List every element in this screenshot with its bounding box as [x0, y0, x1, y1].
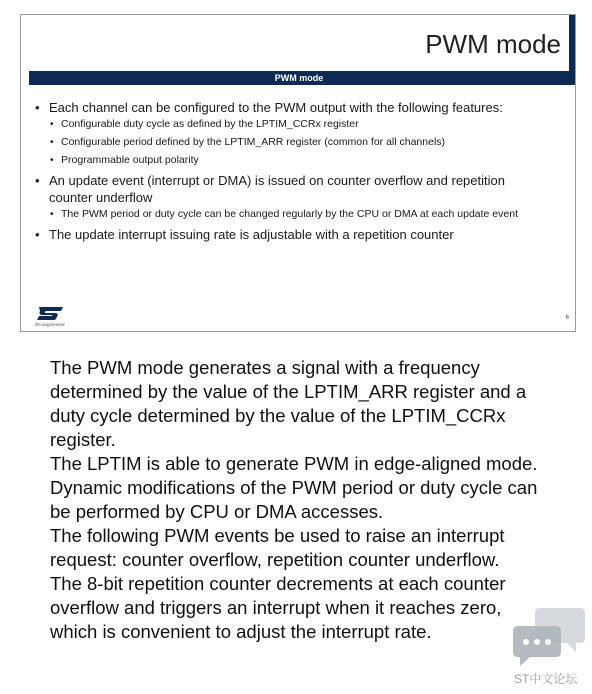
st-logo: [35, 305, 75, 329]
bullet-text: An update event (interrupt or DMA) is issued on counter overflow and repetition counter underflow: [49, 173, 505, 205]
watermark-text: ST中文论坛: [514, 672, 578, 686]
bullet-text: The update interrupt issuing rate is adjustable with a repetition counter: [49, 227, 454, 242]
logo-tagline: life.augmented: [35, 322, 65, 327]
notes-paragraph: The 8-bit repetition counter decrements at each counter overflow and triggers an interrupt when it reaches zero, which is convenient to adjust the interrupt rate.: [50, 573, 506, 642]
slide-title: PWM mode: [425, 29, 561, 59]
bullet-item: [35, 172, 551, 221]
sub-bullet-list: [49, 208, 551, 221]
slide: [20, 14, 576, 332]
section-bar-label: PWM mode: [274, 73, 324, 83]
section-bar: [29, 71, 569, 85]
notes-paragraph: Dynamic modifications of the PWM period or duty cycle can be performed by CPU or DMA accesses.: [50, 477, 538, 522]
bullet-item: [35, 226, 551, 243]
sub-bullet-item: • The PWM period or duty cycle can be changed regularly by the CPU or DMA at each update event: [49, 208, 551, 221]
sub-bullet-item: • Configurable duty cycle as defined by the LPTIM_CCRx register: [49, 118, 551, 131]
sub-bullet-item: • Configurable period defined by the LPTIM_ARR register (common for all channels): [49, 136, 551, 149]
sub-bullet-list: [49, 118, 551, 167]
bullet-item: [35, 99, 551, 167]
notes-paragraph: The LPTIM is able to generate PWM in edge-aligned mode.: [50, 453, 538, 474]
chat-bubble-icon: [510, 606, 586, 668]
speaker-notes: [50, 356, 550, 644]
page-number: 6: [565, 315, 569, 321]
st-logo-icon: [35, 305, 65, 321]
title-accent-bar: [569, 15, 575, 85]
notes-paragraph: The PWM mode generates a signal with a frequency determined by the value of the LPTIM_ARR register and a duty cycle determined by the value of the LPTIM_CCRx register.: [50, 357, 527, 450]
bullet-text: Each channel can be configured to the PWM output with the following features:: [49, 100, 503, 115]
bullet-list: [35, 99, 551, 247]
sub-bullet-item: • Programmable output polarity: [49, 154, 551, 167]
notes-paragraph: The following PWM events be used to raise an interrupt request: counter overflow, repetition counter underflow.: [50, 525, 505, 570]
forum-watermark: [510, 606, 590, 690]
